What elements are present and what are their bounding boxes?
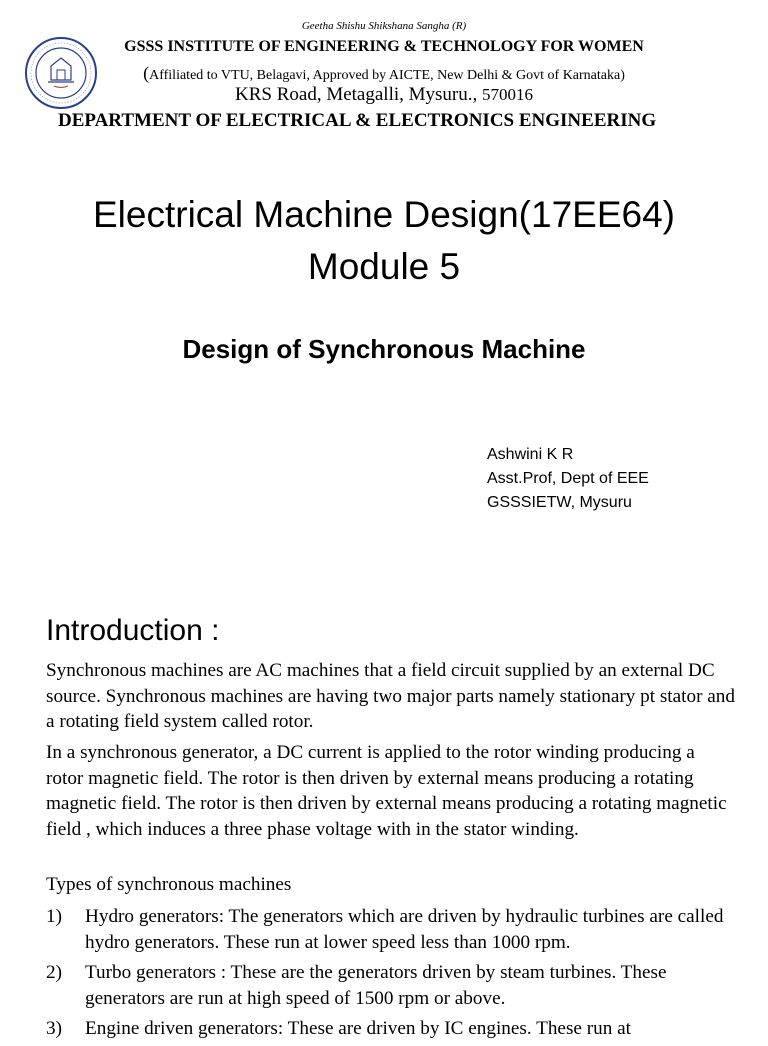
affiliation-text: Affiliated to VTU, Belagavi, Approved by AICTE, New Delhi & Govt of Karnataka) bbox=[149, 68, 625, 83]
list-text: Hydro generators: The generators which are driven by hydraulic turbines are called hydro generators. These run at lower speed less than 1000 rpm. bbox=[85, 906, 724, 953]
affiliation-open-paren: ( bbox=[143, 63, 150, 83]
list-text: Turbo generators : These are the generators driven by steam turbines. These generators are run at high speed of 1500 rpm or above. bbox=[85, 962, 667, 1009]
address-pin: 570016 bbox=[482, 85, 533, 104]
author-organization: GSSSIETW, Mysuru bbox=[487, 494, 632, 511]
course-title: Electrical Machine Design(17EE64) bbox=[93, 194, 675, 235]
intro-paragraph: Synchronous machines are AC machines that a field circuit supplied by an external DC source. Synchronous machines are having two major parts namely stationary pt stator and a rotating field system called rotor. bbox=[46, 660, 735, 732]
author-role: Asst.Prof, Dept of EEE bbox=[487, 470, 649, 487]
list-number: 2) bbox=[46, 962, 62, 983]
introduction-heading: Introduction : bbox=[46, 614, 220, 647]
list-number: 1) bbox=[46, 906, 62, 927]
intro-paragraph: In a synchronous generator, a DC current is applied to the rotor winding producing a rotor magnetic field. The rotor is then driven by external means producing a rotating magnetic field. The rotor is then driven by external means producing a rotating magnetic field , which induces a three phase voltage with in the stator winding. bbox=[46, 742, 727, 840]
topic-subtitle: Design of Synchronous Machine bbox=[182, 334, 586, 364]
author-name: Ashwini K R bbox=[487, 446, 574, 463]
list-text: Engine driven generators: These are driven by IC engines. These run at bbox=[85, 1018, 631, 1039]
department-name: DEPARTMENT OF ELECTRICAL & ELECTRONICS ENGINEERING bbox=[58, 110, 657, 131]
module-title: Module 5 bbox=[307, 246, 461, 287]
address-text: KRS Road, Metagalli, Mysuru., bbox=[235, 84, 478, 105]
types-heading: Types of synchronous machines bbox=[46, 874, 292, 895]
institute-name: GSSS INSTITUTE OF ENGINEERING & TECHNOLOGY FOR WOMEN bbox=[124, 38, 644, 55]
list-number: 3) bbox=[46, 1018, 62, 1039]
affiliation-line bbox=[0, 63, 768, 84]
trust-name: Geetha Shishu Shikshana Sangha (R) bbox=[301, 20, 467, 32]
address-line bbox=[0, 84, 768, 106]
list-item bbox=[46, 1016, 736, 1046]
